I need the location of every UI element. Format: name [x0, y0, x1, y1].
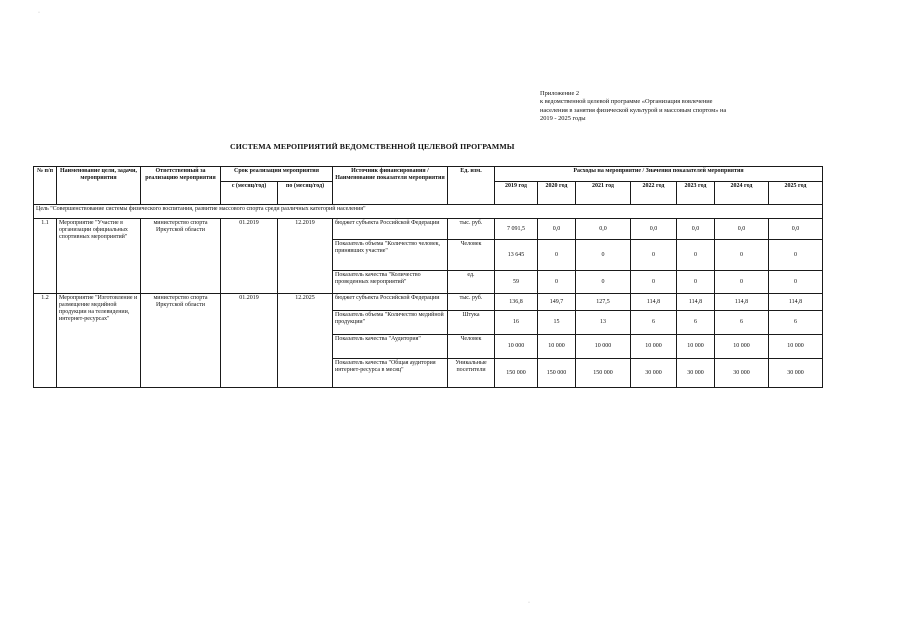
value-cell: 10 000: [769, 335, 823, 359]
header-year: 2022 год: [631, 182, 677, 205]
unit-cell: Человек: [448, 240, 495, 271]
header-unit: Ед. изм.: [448, 167, 495, 205]
header-year: 2021 год: [576, 182, 631, 205]
value-cell: 0: [576, 240, 631, 271]
source-cell: бюджет субъекта Российской Федерации: [333, 294, 448, 311]
header-from: с (месяц/год): [221, 182, 278, 205]
appendix-line-4: 2019 - 2025 годы: [540, 115, 586, 123]
value-cell: 6: [677, 311, 715, 335]
value-cell: 0: [576, 271, 631, 294]
header-year: 2025 год: [769, 182, 823, 205]
table-row: [34, 294, 823, 311]
unit-cell: Штука: [448, 311, 495, 335]
value-cell: 30 000: [677, 359, 715, 388]
value-cell: 10 000: [495, 335, 538, 359]
unit-cell: тыс. руб.: [448, 219, 495, 240]
value-cell: 6: [769, 311, 823, 335]
value-cell: 30 000: [631, 359, 677, 388]
header-responsible: Ответственный за реализацию мероприятия: [141, 167, 221, 205]
measure-num: 1.1: [34, 219, 57, 294]
value-cell: 15: [538, 311, 576, 335]
value-cell: 150 000: [576, 359, 631, 388]
measure-num: 1.2: [34, 294, 57, 388]
goal-cell: Цель "Совершенствование системы физического воспитания, развитие массового спорта среди различных категорий населения": [34, 205, 823, 219]
source-cell: Показатель объема "Количество человек, принявших участие": [333, 240, 448, 271]
value-cell: 6: [631, 311, 677, 335]
value-cell: 150 000: [495, 359, 538, 388]
value-cell: 114,8: [677, 294, 715, 311]
measure-from: 01.2019: [221, 294, 278, 388]
value-cell: 0,0: [631, 219, 677, 240]
header-source: Источник финансирования / Наименование показателя мероприятия: [333, 167, 448, 205]
appendix-line-2: к ведомственной целевой программе «Организация вовлечение: [540, 98, 713, 106]
value-cell: 150 000: [538, 359, 576, 388]
value-cell: 13: [576, 311, 631, 335]
source-cell: Показатель качества "Общая аудитория интернет-ресурса в месяц": [333, 359, 448, 388]
measure-to: 12.2019: [278, 219, 333, 294]
appendix-line-1: Приложение 2: [540, 90, 580, 97]
header-num: № п/п: [34, 167, 57, 205]
value-cell: 0: [538, 271, 576, 294]
header-expenses: Расходы на мероприятие / Значения показателей мероприятия: [495, 167, 823, 182]
value-cell: 10 000: [715, 335, 769, 359]
value-cell: 0,0: [538, 219, 576, 240]
value-cell: 6: [715, 311, 769, 335]
value-cell: 10 000: [538, 335, 576, 359]
source-cell: Показатель качества "Аудитория": [333, 335, 448, 359]
measure-name: Мероприятие "Участие в организации официальных спортивных мероприятий": [57, 219, 141, 294]
unit-cell: тыс. руб.: [448, 294, 495, 311]
table-row: [34, 219, 823, 240]
value-cell: 0: [538, 240, 576, 271]
header-year: 2020 год: [538, 182, 576, 205]
measure-name: Мероприятие "Изготовление и размещение медийной продукции на телевидении, интернет-ресурсах": [57, 294, 141, 388]
scan-speck: ·: [38, 10, 40, 16]
header-to: по (месяц/год): [278, 182, 333, 205]
value-cell: 149,7: [538, 294, 576, 311]
value-cell: 0,0: [677, 219, 715, 240]
value-cell: 0: [769, 240, 823, 271]
value-cell: 10 000: [677, 335, 715, 359]
value-cell: 0: [631, 240, 677, 271]
value-cell: 10 000: [631, 335, 677, 359]
header-year: 2024 год: [715, 182, 769, 205]
value-cell: 30 000: [715, 359, 769, 388]
value-cell: 0: [677, 240, 715, 271]
value-cell: 13 645: [495, 240, 538, 271]
value-cell: 0,0: [715, 219, 769, 240]
unit-cell: Уникальные посетители: [448, 359, 495, 388]
measure-to: 12.2025: [278, 294, 333, 388]
value-cell: 0,0: [769, 219, 823, 240]
header-year: 2023 год: [677, 182, 715, 205]
value-cell: 0: [715, 240, 769, 271]
value-cell: 16: [495, 311, 538, 335]
source-cell: Показатель объема "Количество медийной продукции": [333, 311, 448, 335]
value-cell: 0: [631, 271, 677, 294]
value-cell: 59: [495, 271, 538, 294]
value-cell: 0: [715, 271, 769, 294]
measure-responsible: министерство спорта Иркутской области: [141, 219, 221, 294]
header-year: 2019 год: [495, 182, 538, 205]
appendix-note: [540, 90, 840, 124]
value-cell: 7 091,5: [495, 219, 538, 240]
measure-responsible: министерство спорта Иркутской области: [141, 294, 221, 388]
scan-speck: ·: [528, 600, 530, 606]
document-title: СИСТЕМА МЕРОПРИЯТИЙ ВЕДОМСТВЕННОЙ ЦЕЛЕВОЙ ПРОГРАММЫ: [230, 142, 515, 151]
measures-table: [33, 166, 823, 388]
appendix-line-3: населения в занятия физической культурой и массовым спортом» на: [540, 106, 727, 114]
unit-cell: Человек: [448, 335, 495, 359]
source-cell: бюджет субъекта Российской Федерации: [333, 219, 448, 240]
source-cell: Показатель качества "Количество проведенных мероприятий": [333, 271, 448, 294]
value-cell: 127,5: [576, 294, 631, 311]
value-cell: 0,0: [576, 219, 631, 240]
value-cell: 114,8: [631, 294, 677, 311]
unit-cell: ед.: [448, 271, 495, 294]
header-name: Наименование цели, задачи, мероприятия: [57, 167, 141, 205]
value-cell: 0: [769, 271, 823, 294]
header-period: Срок реализации мероприятия: [221, 167, 333, 182]
value-cell: 114,8: [769, 294, 823, 311]
value-cell: 114,8: [715, 294, 769, 311]
value-cell: 136,8: [495, 294, 538, 311]
value-cell: 30 000: [769, 359, 823, 388]
value-cell: 10 000: [576, 335, 631, 359]
value-cell: 0: [677, 271, 715, 294]
measure-from: 01.2019: [221, 219, 278, 294]
